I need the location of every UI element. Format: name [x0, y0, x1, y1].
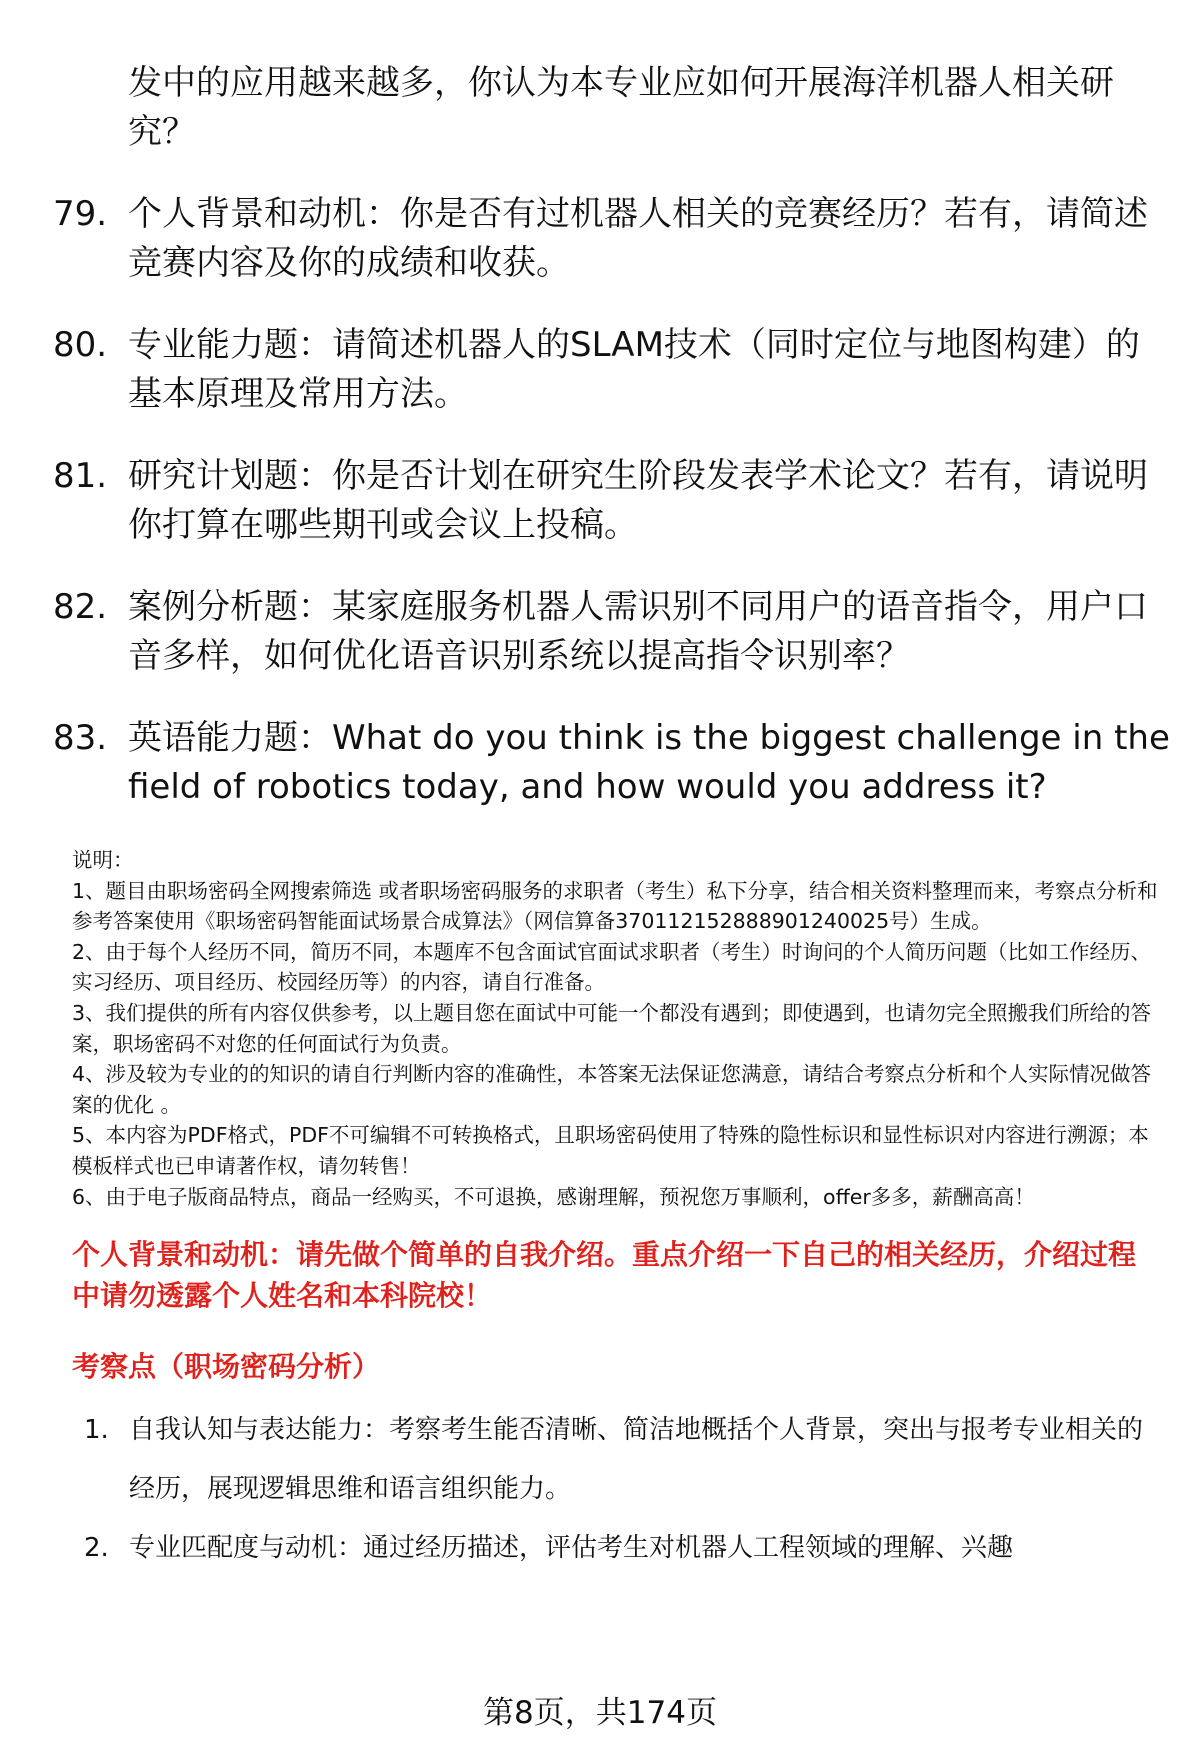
question-item [53, 583, 1173, 681]
question-text: 专业能力题：请简述机器人的SLAM技术（同时定位与地图构建）的基本原理及常用方法。 [128, 325, 1140, 414]
analysis-point [84, 1519, 1164, 1578]
question-text: 案例分析题：某家庭服务机器人需识别不同用户的语音指令，用户口音多样，如何优化语音识别系统以提高指令识别率？ [128, 587, 1148, 676]
note-item: 6、由于电子版商品特点，商品一经购买，不可退换，感谢理解，预祝您万事顺利，offer多多，薪酬高高！ [72, 1184, 1035, 1209]
question-number: 82. [53, 587, 108, 627]
point-text: 自我认知与表达能力：考察考生能否清晰、简洁地概括个人背景，突出与报考专业相关的经历，展现逻辑思维和语言组织能力。 [129, 1415, 1144, 1505]
question-text: 研究计划题：你是否计划在研究生阶段发表学术论文？若有，请说明你打算在哪些期刊或会议上投稿。 [128, 456, 1148, 545]
analysis-point [84, 1401, 1164, 1519]
question-item [53, 59, 1173, 157]
note-item: 3、我们提供的所有内容仅供参考，以上题目您在面试中可能一个都没有遇到；即使遇到，也请勿完全照搬我们所给的答案，职场密码不对您的任何面试行为负责。 [72, 1000, 1152, 1056]
question-item [53, 714, 1173, 812]
question-text: 发中的应用越来越多，你认为本专业应如何开展海洋机器人相关研究？ [128, 63, 1114, 152]
point-number: 2. [84, 1533, 109, 1564]
question-number: 83. [53, 718, 108, 758]
question-number: 81. [53, 456, 108, 496]
note-item: 4、涉及较为专业的的知识的请自行判断内容的准确性，本答案无法保证您满意，请结合考察点分析和个人实际情况做答案的优化 。 [72, 1062, 1152, 1117]
note-item: 1、题目由职场密码全网搜索筛选 或者职场密码服务的求职者（考生）私下分享，结合相关资料整理而来，考察点分析和参考答案使用《职场密码智能面试场景合成算法》（网信算备370112152888901240025号）生成。 [72, 878, 1158, 934]
section-heading: 考察点（职场密码分析） [72, 1350, 381, 1384]
note-item: 5、本内容为PDF格式，PDF不可编辑不可转换格式，且职场密码使用了特殊的隐性标识和显性标识对内容进行溯源；本模板样式也已申请著作权，请勿转售！ [72, 1123, 1149, 1178]
notes-section [72, 845, 1162, 1212]
note-item: 2、由于每个人经历不同，简历不同，本题库不包含面试官面试求职者（考生）时询问的个人简历问题（比如工作经历、实习经历、项目经历、校园经历等）的内容，请自行准备。 [72, 939, 1152, 995]
page-footer: 第8页，共174页 [483, 1695, 717, 1731]
question-text: 个人背景和动机：你是否有过机器人相关的竞赛经历？若有，请简述竞赛内容及你的成绩和收获。 [128, 194, 1148, 283]
notes-title: 说明： [72, 848, 134, 872]
question-number: 80. [53, 325, 108, 365]
point-text: 专业匹配度与动机：通过经历描述，评估考生对机器人工程领域的理解、兴趣 [129, 1533, 1014, 1564]
question-number: 79. [53, 194, 108, 234]
question-text: 英语能力题：What do you think is the biggest challenge in the field of robotics today, and how would you address it? [128, 718, 1170, 807]
question-item [53, 190, 1173, 288]
question-item [53, 452, 1173, 550]
point-number: 1. [84, 1415, 109, 1446]
question-heading: 个人背景和动机：请先做个简单的自我介绍。重点介绍一下自己的相关经历，介绍过程中请勿透露个人姓名和本科院校！ [72, 1238, 1137, 1313]
question-item [53, 321, 1173, 419]
